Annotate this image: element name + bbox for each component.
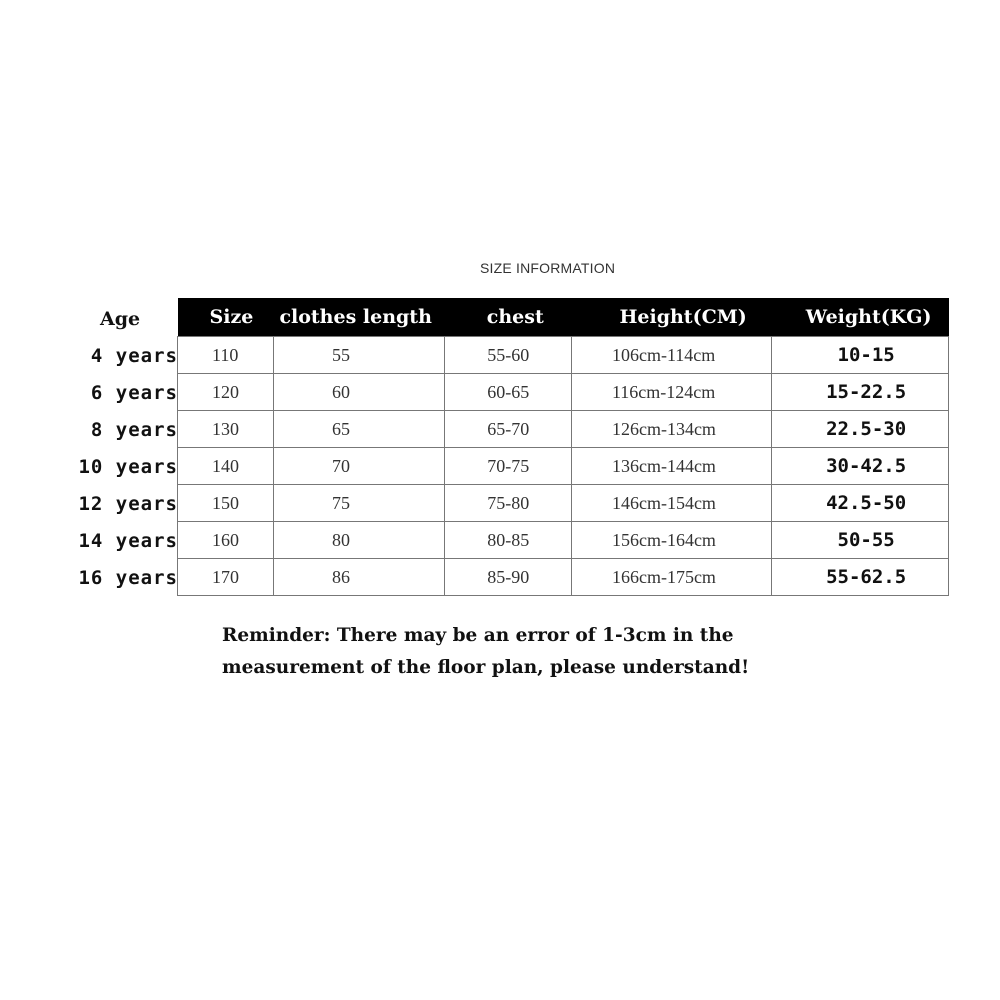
age-label: 8 years — [90, 419, 178, 441]
table-row — [178, 448, 949, 485]
cell-size: 130 — [178, 411, 274, 448]
age-label: 16 years — [78, 567, 178, 589]
header-chest: chest — [445, 298, 572, 337]
cell-size: 120 — [178, 374, 274, 411]
cell-clothes-length: 86 — [273, 559, 444, 596]
header-weight: Weight(KG) — [772, 298, 949, 337]
cell-chest: 65-70 — [445, 411, 572, 448]
age-header: Age — [100, 308, 141, 330]
header-size: Size — [178, 298, 274, 337]
size-table — [177, 298, 949, 596]
cell-weight: 10-15 — [772, 337, 949, 374]
cell-height: 116cm-124cm — [571, 374, 771, 411]
cell-clothes-length: 65 — [273, 411, 444, 448]
cell-clothes-length: 75 — [273, 485, 444, 522]
page-title: SIZE INFORMATION — [480, 260, 616, 276]
cell-weight: 42.5-50 — [772, 485, 949, 522]
age-label: 6 years — [90, 382, 178, 404]
cell-clothes-length: 60 — [273, 374, 444, 411]
cell-weight: 50-55 — [772, 522, 949, 559]
reminder-text: Reminder: There may be an error of 1-3cm in the measurement of the floor plan, please understand! — [222, 625, 750, 678]
cell-weight: 15-22.5 — [772, 374, 949, 411]
cell-height: 146cm-154cm — [571, 485, 771, 522]
cell-chest: 70-75 — [445, 448, 572, 485]
cell-size: 150 — [178, 485, 274, 522]
table-row — [178, 411, 949, 448]
cell-height: 166cm-175cm — [571, 559, 771, 596]
age-label: 12 years — [78, 493, 178, 515]
cell-chest: 60-65 — [445, 374, 572, 411]
cell-chest: 80-85 — [445, 522, 572, 559]
cell-weight: 55-62.5 — [772, 559, 949, 596]
table-row — [178, 337, 949, 374]
table-header-row — [178, 298, 949, 337]
cell-height: 156cm-164cm — [571, 522, 771, 559]
cell-size: 170 — [178, 559, 274, 596]
age-label: 10 years — [78, 456, 178, 478]
cell-size: 160 — [178, 522, 274, 559]
cell-height: 126cm-134cm — [571, 411, 771, 448]
cell-size: 110 — [178, 337, 274, 374]
cell-chest: 85-90 — [445, 559, 572, 596]
age-label: 4 years — [90, 345, 178, 367]
table-row — [178, 559, 949, 596]
header-height: Height(CM) — [571, 298, 771, 337]
age-label: 14 years — [78, 530, 178, 552]
cell-chest: 55-60 — [445, 337, 572, 374]
table-row — [178, 485, 949, 522]
header-clothes-length: clothes length — [273, 298, 444, 337]
cell-chest: 75-80 — [445, 485, 572, 522]
cell-weight: 30-42.5 — [772, 448, 949, 485]
cell-size: 140 — [178, 448, 274, 485]
cell-height: 136cm-144cm — [571, 448, 771, 485]
cell-clothes-length: 55 — [273, 337, 444, 374]
cell-clothes-length: 80 — [273, 522, 444, 559]
cell-height: 106cm-114cm — [571, 337, 771, 374]
table-row — [178, 374, 949, 411]
cell-weight: 22.5-30 — [772, 411, 949, 448]
table-row — [178, 522, 949, 559]
cell-clothes-length: 70 — [273, 448, 444, 485]
